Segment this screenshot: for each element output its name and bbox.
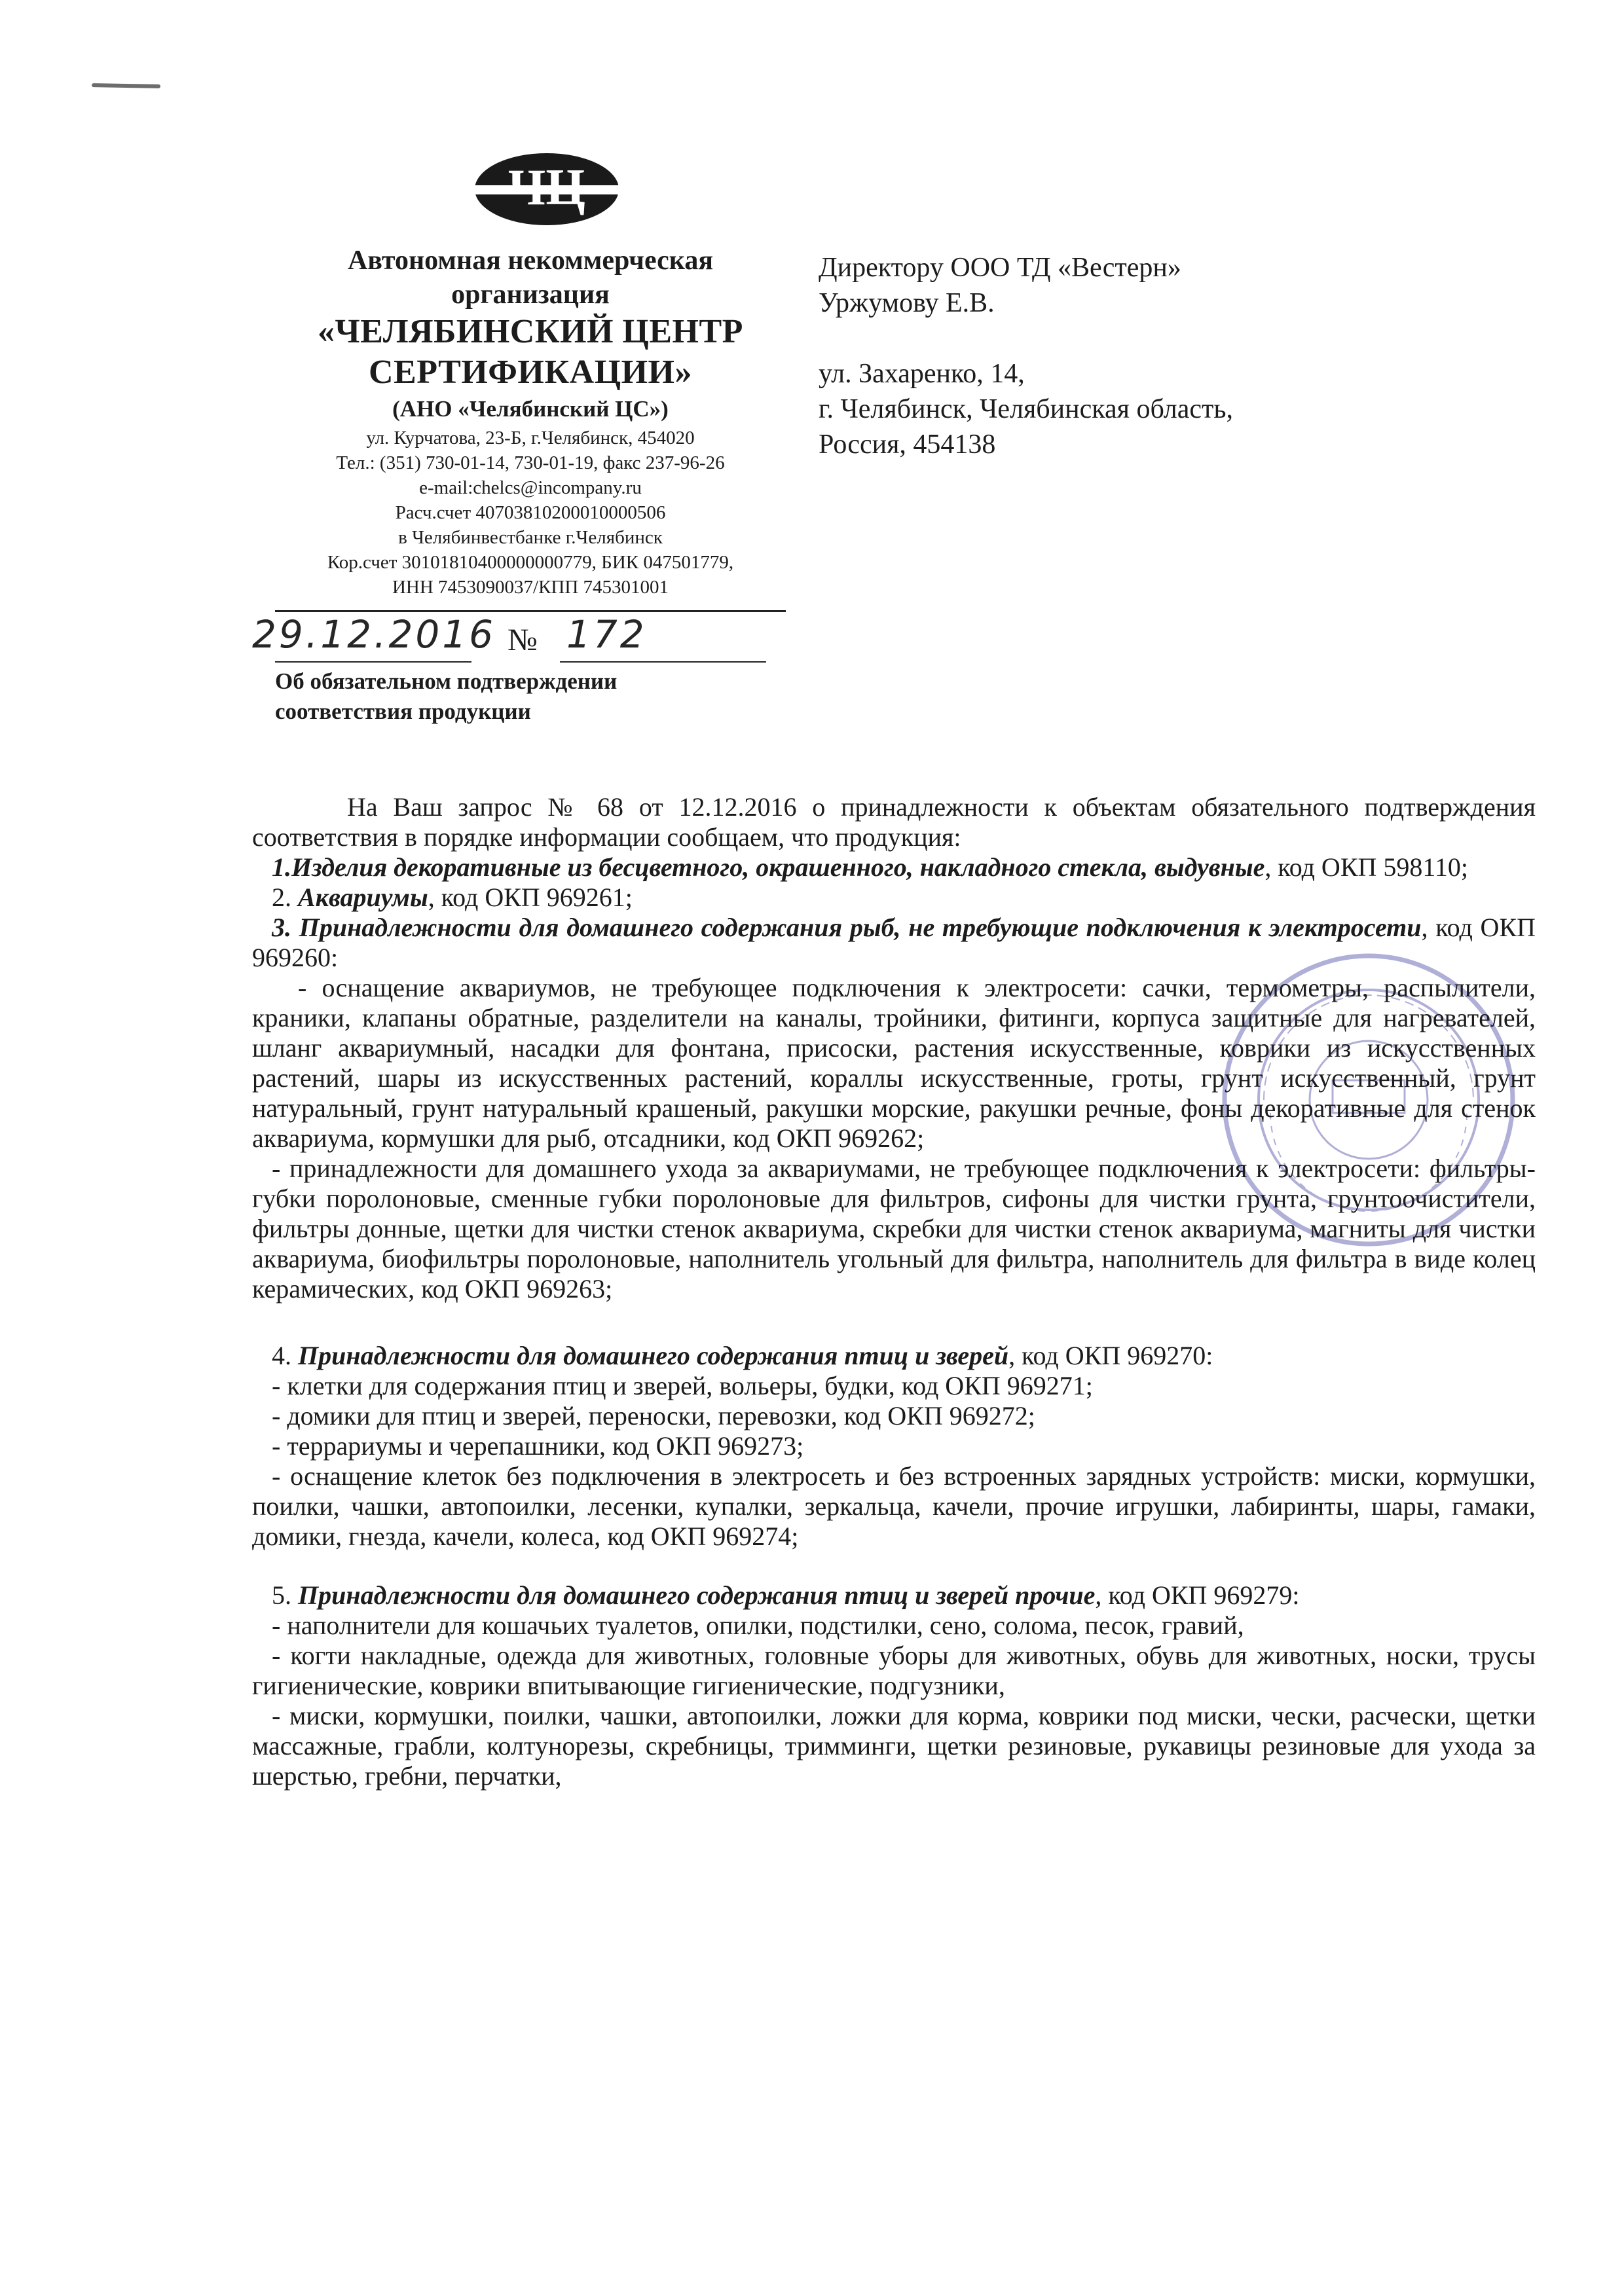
item-2-num: 2. — [272, 883, 298, 912]
organization-logo — [471, 149, 622, 229]
letter-date: 29.12.2016 — [252, 612, 496, 657]
item-3 — [252, 913, 1536, 973]
intro-paragraph: На Ваш запрос № 68 от 12.12.2016 о принадлежности к объектам обязательного подтверждения соответствия в порядке информации сообщаем, что продукция: — [252, 792, 1536, 852]
item-1-title: 1.Изделия декоративные из бесцветного, окрашенного, накладного стекла, выдувные — [272, 852, 1265, 882]
item-4-sub-b: - домики для птиц и зверей, переноски, перевозки, код ОКП 969272; — [272, 1401, 1035, 1430]
item-4-sub-d: - оснащение клеток без подключения в электросеть и без встроенных зарядных устройств: миски, кормушки, поилки, чашки, автопоилки, лесенки, купалки, зеркальца, качели, прочие игрушки, лабиринты, шары, гамаки, домики, гнезда, качели, колеса, код ОКП 969274; — [252, 1461, 1536, 1551]
addressee-line4: г. Челябинск, Челябинская область, — [819, 394, 1234, 424]
org-account: Расч.счет 40703810200010000506 — [395, 502, 666, 523]
letter-number: 172 — [566, 612, 647, 657]
item-4-sub-c: - террариумы и черепашники, код ОКП 969273; — [272, 1431, 804, 1461]
item-3-sub-b: - принадлежности для домашнего ухода за аквариумами, не требующее подключения к электросети: фильтры-губки поролоновые, сменные губки поролоновые для фильтров, сифоны для чистки грунта, грунтоочистители, фильтры донные, щетки для чистки стенок аквариума, скребки для чистки стенок аквариума, магниты для чистки аквариума, биофильтры поролоновые, наполнитель угольный для фильтра, наполнитель для фильтра в виде колец керамических, код ОКП 969263; — [252, 1154, 1536, 1303]
org-bank: в Челябинвестбанке г.Челябинск — [398, 527, 663, 548]
item-5 — [252, 1580, 1536, 1611]
letter-subject — [275, 666, 617, 727]
logo-letters: ЧЦ — [508, 158, 585, 215]
org-email: e-mail:chelcs@incompany.ru — [419, 477, 642, 498]
item-5-title: Принадлежности для домашнего содержания птиц и зверей прочие — [298, 1580, 1096, 1610]
item-5-num: 5. — [272, 1580, 298, 1610]
item-2-title: Аквариумы — [298, 883, 428, 912]
item-4 — [252, 1341, 1536, 1371]
item-3-sub-a: - оснащение аквариумов, не требующее подключения к электросети: сачки, термометры, распылители, краники, клапаны обратные, разделители на каналы, тройники, фитинги, корпуса защитные для нагревателей, шланг аквариумный, насадки для фонтана, присоски, растения искусственные, коврики из искусственных растений, шары из искусственных растений, кораллы искусственные, гроты, грунт искусственный, грунт натуральный, грунт натуральный крашеный, ракушки морские, ракушки речные, фоны декоративные для стенок аквариума, кормушки для рыб, отсадники, код ОКП 969262; — [252, 973, 1536, 1153]
item-1 — [252, 852, 1536, 883]
org-address: ул. Курчатова, 23-Б, г.Челябинск, 454020 — [366, 428, 695, 448]
item-4-code: , код ОКП 969270: — [1008, 1341, 1213, 1370]
item-2 — [252, 883, 1536, 913]
item-3-title: 3. Принадлежности для домашнего содержания рыб, не требующие подключения к электросети — [272, 913, 1422, 942]
letter-body — [252, 792, 1536, 1791]
org-name-line2: СЕРТИФИКАЦИИ» — [369, 354, 692, 391]
staple-mark — [92, 83, 160, 88]
item-5-code: , код ОКП 969279: — [1095, 1580, 1300, 1610]
addressee-block — [819, 250, 1233, 462]
item-3-code: , код ОКП 969260: — [252, 913, 1536, 972]
item-4-num: 4. — [272, 1341, 298, 1370]
org-corr-account: Кор.счет 30101810400000000779, БИК 047501779, — [327, 552, 734, 573]
date-underline — [275, 661, 471, 663]
org-inn: ИНН 7453090037/КПП 745301001 — [392, 577, 669, 598]
org-type-line1: Автономная некоммерческая — [347, 246, 714, 276]
subject-line2: соответствия продукции — [275, 699, 531, 724]
addressee-line5: Россия, 454138 — [819, 429, 996, 460]
number-underline — [560, 661, 766, 663]
item-2-code: , код ОКП 969261; — [428, 883, 633, 912]
item-5-sub-b: - когти накладные, одежда для животных, головные уборы для животных, обувь для животных, носки, трусы гигиенические, коврики впитывающие гигиенические, подгузники, — [252, 1641, 1536, 1700]
item-4-title: Принадлежности для домашнего содержания птиц и зверей — [298, 1341, 1009, 1370]
addressee-line1: Директору ООО ТД «Вестерн» — [819, 253, 1181, 283]
item-5-sub-c: - миски, кормушки, поилки, чашки, автопоилки, ложки для корма, коврики под миски, чески, расчески, щетки массажные, грабли, колтунорезы, скребницы, тримминги, щетки резиновые, рукавицы резиновые для ухода за шерстью, гребни, перчатки, — [252, 1701, 1536, 1791]
item-1-code: , код ОКП 598110; — [1264, 852, 1469, 882]
addressee-line2: Уржумову Е.В. — [819, 288, 995, 318]
subject-line1: Об обязательном подтверждении — [275, 668, 618, 694]
item-5-sub-a: - наполнители для кошачьих туалетов, опилки, подстилки, сено, солома, песок, гравий, — [272, 1611, 1244, 1640]
item-4-sub-a: - клетки для содержания птиц и зверей, вольеры, будки, код ОКП 969271; — [272, 1371, 1093, 1400]
org-type-line2: организация — [451, 280, 610, 310]
number-label: № — [507, 623, 538, 657]
organization-header — [268, 244, 792, 600]
org-phone: Тел.: (351) 730-01-14, 730-01-19, факс 237-96-26 — [336, 452, 725, 473]
org-abbreviation: (АНО «Челябинский ЦС») — [392, 396, 669, 422]
addressee-line3: ул. Захаренко, 14, — [819, 359, 1025, 389]
org-name-line1: «ЧЕЛЯБИНСКИЙ ЦЕНТР — [318, 313, 743, 350]
